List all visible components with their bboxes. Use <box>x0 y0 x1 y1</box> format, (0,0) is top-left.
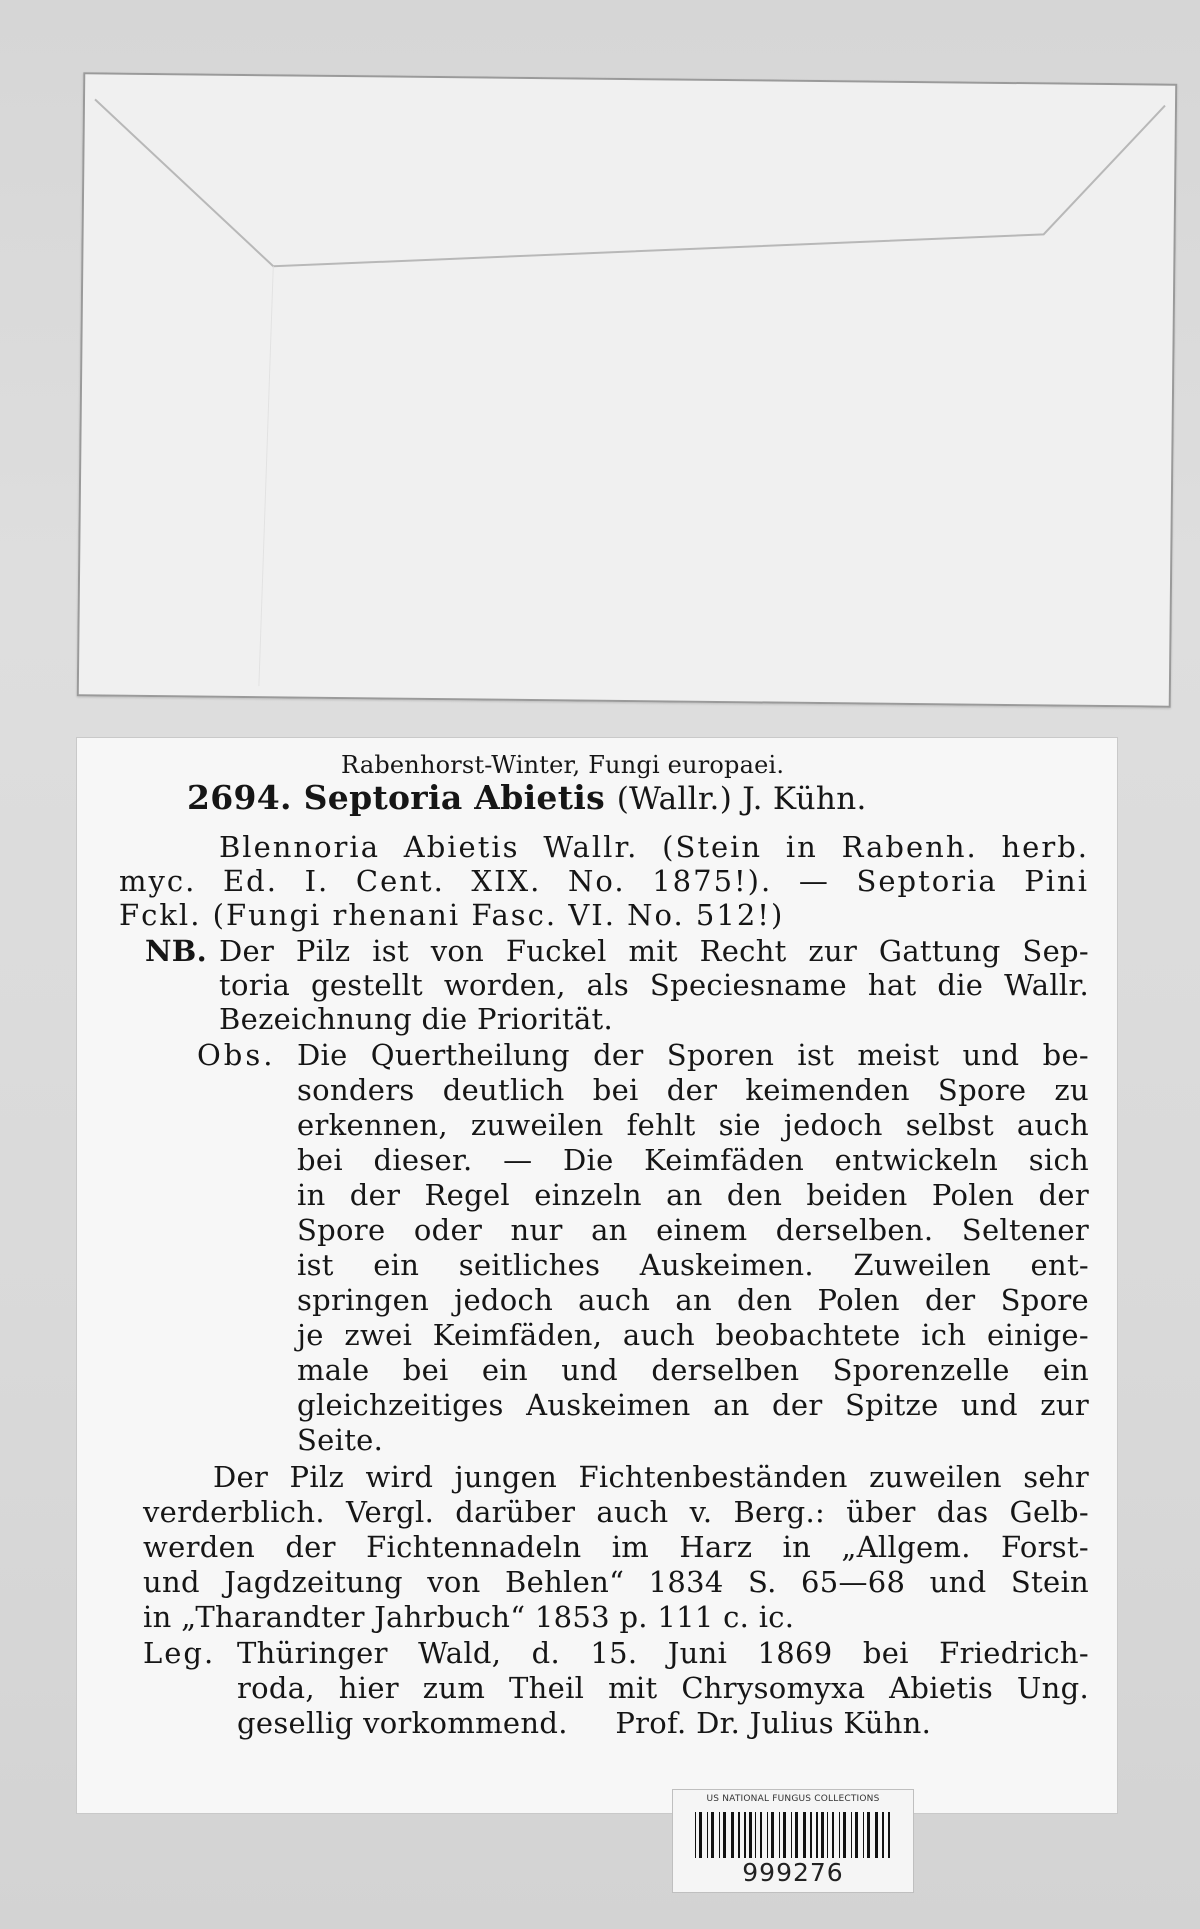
species-authority: (Wallr.) J. Kühn. <box>616 781 867 817</box>
barcode-bar <box>803 1812 806 1858</box>
obs-line: sonders deutlich bei der keimenden Spore zu <box>297 1073 1089 1107</box>
barcode-bar <box>827 1812 828 1858</box>
barcode-bar <box>749 1812 752 1858</box>
species-heading <box>187 778 867 817</box>
leg-line: Thüringer Wald, d. 15. Juni 1869 bei Friedrich- <box>237 1636 1089 1670</box>
barcode-bar <box>738 1812 740 1858</box>
paragraph-line: in „Tharandter Jahrbuch“ 1853 p. 111 c. ic. <box>143 1600 795 1634</box>
synonym-line: myc. Ed. I. Cent. XIX. No. 1875!). — Septoria Pini <box>119 864 1089 898</box>
barcode-bar <box>767 1812 768 1858</box>
nb-mark: NB. <box>145 934 208 968</box>
paragraph-line: werden der Fichtennadeln im Harz in „Allgem. Forst- <box>143 1530 1089 1564</box>
series-title: Rabenhorst-Winter, Fungi europaei. <box>341 751 785 779</box>
nb-line: toria gestellt worden, als Speciesname hat die Wallr. <box>219 968 1089 1002</box>
barcode-bar <box>816 1812 818 1858</box>
barcode-bar <box>771 1812 774 1858</box>
obs-mark: Obs. <box>197 1038 276 1072</box>
barcode-bar <box>755 1812 756 1858</box>
barcode-bar <box>843 1812 846 1858</box>
species-name: Septoria Abietis <box>303 778 605 817</box>
paragraph-line: und Jagdzeitung von Behlen“ 1834 S. 65—68 und Stein <box>143 1565 1089 1599</box>
barcode-bar <box>744 1812 746 1858</box>
paragraph-line: verderblich. Vergl. darüber auch v. Berg.: über das Gelb- <box>143 1495 1089 1529</box>
obs-line: Die Quertheilung der Sporen ist meist und be- <box>297 1038 1089 1072</box>
envelope-flap-lines <box>79 74 1175 705</box>
paragraph-line: Der Pilz wird jungen Fichtenbeständen zuweilen sehr <box>213 1460 1089 1494</box>
barcode-label <box>672 1789 914 1893</box>
barcode-bar <box>867 1812 870 1858</box>
leg-line: roda, hier zum Theil mit Chrysomyxa Abietis Ung. <box>237 1671 1089 1705</box>
nb-line: Der Pilz ist von Fuckel mit Recht zur Gattung Sep- <box>219 934 1089 968</box>
leg-mark: Leg. <box>143 1636 216 1670</box>
barcode-bar <box>882 1812 884 1858</box>
obs-line: je zwei Keimfäden, auch beobachtete ich einige- <box>297 1318 1089 1352</box>
barcode-bar <box>851 1812 852 1858</box>
barcode-bar <box>723 1812 726 1858</box>
barcode-bar <box>821 1812 824 1858</box>
barcode-bar <box>791 1812 792 1858</box>
specimen-label <box>76 737 1118 1814</box>
barcode-bar <box>888 1812 890 1858</box>
barcode-bar <box>810 1812 812 1858</box>
obs-line: Seite. <box>297 1423 384 1457</box>
obs-line: erkennen, zuweilen fehlt sie jedoch selbst auch <box>297 1108 1089 1142</box>
barcode-bar <box>875 1812 878 1858</box>
specimen-envelope <box>77 72 1177 707</box>
leg-line: gesellig vorkommend. Prof. Dr. Julius Kühn. <box>237 1706 932 1740</box>
obs-line: Spore oder nur an einem derselben. Seltener <box>297 1213 1089 1247</box>
barcode-bar <box>832 1812 834 1858</box>
barcode-bar <box>731 1812 734 1858</box>
obs-line: ist ein seitliches Auskeimen. Zuweilen ent- <box>297 1248 1089 1282</box>
barcode-bar <box>760 1812 762 1858</box>
synonym-line: Fckl. (Fungi rhenani Fasc. VI. No. 512!) <box>119 898 785 932</box>
nb-line: Bezeichnung die Priorität. <box>219 1002 614 1036</box>
barcode-header: US NATIONAL FUNGUS COLLECTIONS <box>706 1794 880 1804</box>
barcode-bar <box>707 1812 708 1858</box>
obs-line: gleichzeitiges Auskeimen an der Spitze und zur <box>297 1388 1089 1422</box>
barcode-bar <box>783 1812 786 1858</box>
obs-line: springen jedoch auch an den Polen der Spore <box>297 1283 1089 1317</box>
synonym-line: Blennoria Abietis Wallr. (Stein in Rabenh. herb. <box>219 830 1089 864</box>
obs-line: in der Regel einzeln an den beiden Polen der <box>297 1178 1089 1212</box>
barcode-bar <box>695 1812 696 1858</box>
barcode-bar <box>779 1812 780 1858</box>
barcode-bar <box>795 1812 798 1858</box>
barcode-bar <box>719 1812 720 1858</box>
barcode-bar <box>839 1812 840 1858</box>
barcode-bar <box>699 1812 702 1858</box>
exsiccata-number: 2694. <box>187 778 292 817</box>
obs-line: male bei ein und derselben Sporenzelle ein <box>297 1353 1089 1387</box>
barcode-bar <box>855 1812 858 1858</box>
obs-line: bei dieser. — Die Keimfäden entwickeln sich <box>297 1143 1089 1177</box>
barcode-bars <box>693 1812 893 1858</box>
barcode-bar <box>863 1812 864 1858</box>
barcode-number: 999276 <box>742 1858 844 1887</box>
barcode-bar <box>711 1812 714 1858</box>
